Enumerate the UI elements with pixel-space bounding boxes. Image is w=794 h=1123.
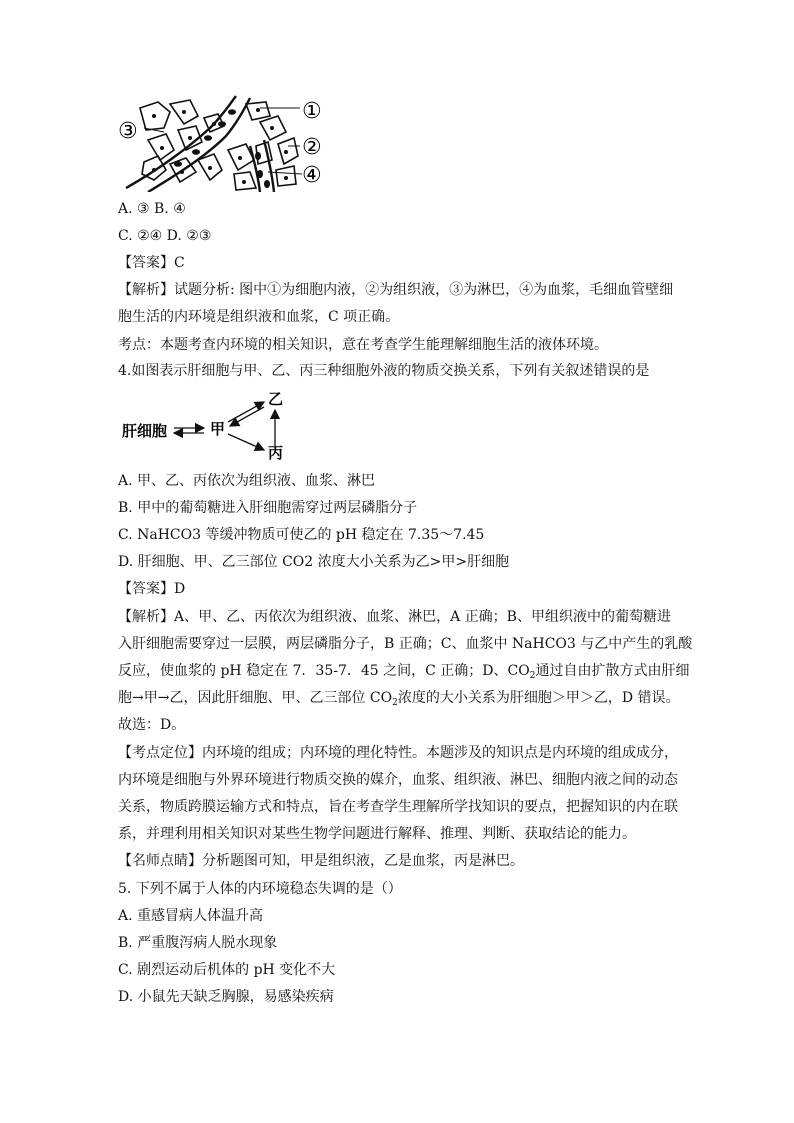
diagram-yi: 乙 xyxy=(268,390,284,408)
q3-kaodian: 考点：本题考查内环境的相关知识，意在考查学生能理解细胞生活的液体环境。 xyxy=(118,337,608,353)
tissue-diagram xyxy=(118,94,334,192)
q4-stem: 4.如图表示肝细胞与甲、乙、丙三种细胞外液的物质交换关系，下列有关叙述错误的是 xyxy=(118,363,650,379)
diagram-jia: 甲 xyxy=(210,420,226,438)
label-circled-1: ① xyxy=(302,99,322,124)
diagram-liver-cell: 肝细胞 xyxy=(122,422,168,440)
label-circled-3: ③ xyxy=(118,119,138,144)
q5-option-b: B. 严重腹泻病人脱水现象 xyxy=(118,935,278,951)
q5-option-c: C. 剧烈运动后机体的 pH 变化不大 xyxy=(118,962,336,978)
q3-analysis-line2: 胞生活的内环境是组织液和血浆，C 项正确。 xyxy=(118,309,400,325)
q4-analysis-line2: 入肝细胞需要穿过一层膜，两层磷脂分子，B 正确；C、血浆中 NaHCO3 与乙中产生的乳酸 xyxy=(118,636,693,652)
q3-analysis-line1: 【解析】试题分析: 图中①为细胞内液，②为组织液，③为淋巴，④为血浆，毛细血管壁细 xyxy=(118,282,674,298)
q4-option-d: D. 肝细胞、甲、乙三部位 CO2 浓度大小关系为乙>甲>肝细胞 xyxy=(118,554,510,570)
q4-analysis-line3 xyxy=(118,662,689,685)
q3-options-row1: A. ③ B. ④ xyxy=(118,201,186,217)
q4-analysis-line4-end: 浓度的大小关系为肝细胞＞甲＞乙，D 错误。 xyxy=(397,690,680,706)
q4-analysis-line5: 故选：D。 xyxy=(118,717,186,733)
label-circled-2: ② xyxy=(302,135,322,160)
q5-stem: 5. 下列不属于人体的内环境稳态失调的是（） xyxy=(118,881,402,897)
label-circled-4: ④ xyxy=(302,163,322,188)
q3-options-row2: C. ②④ D. ②③ xyxy=(118,228,212,244)
exchange-diagram xyxy=(118,388,298,464)
q5-option-d: D. 小鼠先天缺乏胸腺，易感染疾病 xyxy=(118,989,334,1005)
q4-kaodian-line1: 【考点定位】内环境的组成；内环境的理化特性。本题涉及的知识点是内环境的组成成分， xyxy=(118,745,678,761)
diagram-bing: 丙 xyxy=(268,444,284,462)
q4-option-c: C. NaHCO3 等缓冲物质可使乙的 pH 稳定在 7.35～7.45 xyxy=(118,527,485,543)
co2-subscript: 2 xyxy=(392,698,398,708)
tissue-cells xyxy=(140,100,298,190)
q4-option-b: B. 甲中的葡萄糖进入肝细胞需穿过两层磷脂分子 xyxy=(118,500,418,516)
q4-option-a: A. 甲、乙、丙依次为组织液、血浆、淋巴 xyxy=(118,473,376,489)
q4-kaodian-line2: 内环境是细胞与外界环境进行物质交换的媒介，血浆、组织液、淋巴、细胞内液之间的动态 xyxy=(118,772,678,788)
q4-analysis-line4-text: 胞→甲→乙，因此肝细胞、甲、乙三部位 CO xyxy=(118,690,393,706)
q4-analysis-line3-end: 通过自由扩散方式由肝细 xyxy=(535,663,690,679)
co2-subscript: 2 xyxy=(529,671,536,681)
q4-kaodian-line3: 关系，物质跨膜运输方式和特点，旨在考查学生理解所学找知识的要点，把握知识的内在联 xyxy=(118,799,678,815)
q4-answer: 【答案】D xyxy=(118,581,186,597)
q4-tips: 【名师点睛】分析题图可知，甲是组织液，乙是血浆，丙是淋巴。 xyxy=(118,853,524,869)
q4-kaodian-line4: 系，并理利用相关知识对某些生物学问题进行解释、推理、判断、获取结论的能力。 xyxy=(118,826,636,842)
q4-analysis-line1: 【解析】A、甲、乙、丙依次为组织液、血浆、淋巴，A 正确；B、甲组织液中的葡萄糖进 xyxy=(118,609,671,625)
q3-answer: 【答案】C xyxy=(118,255,185,271)
q4-analysis-line4 xyxy=(118,689,680,712)
q4-analysis-line3-text: 反应，使血浆的 pH 稳定在 7．35-7．45 之间，C 正确；D、CO xyxy=(118,663,530,679)
q5-option-a: A. 重感冒病人体温升高 xyxy=(118,908,264,924)
